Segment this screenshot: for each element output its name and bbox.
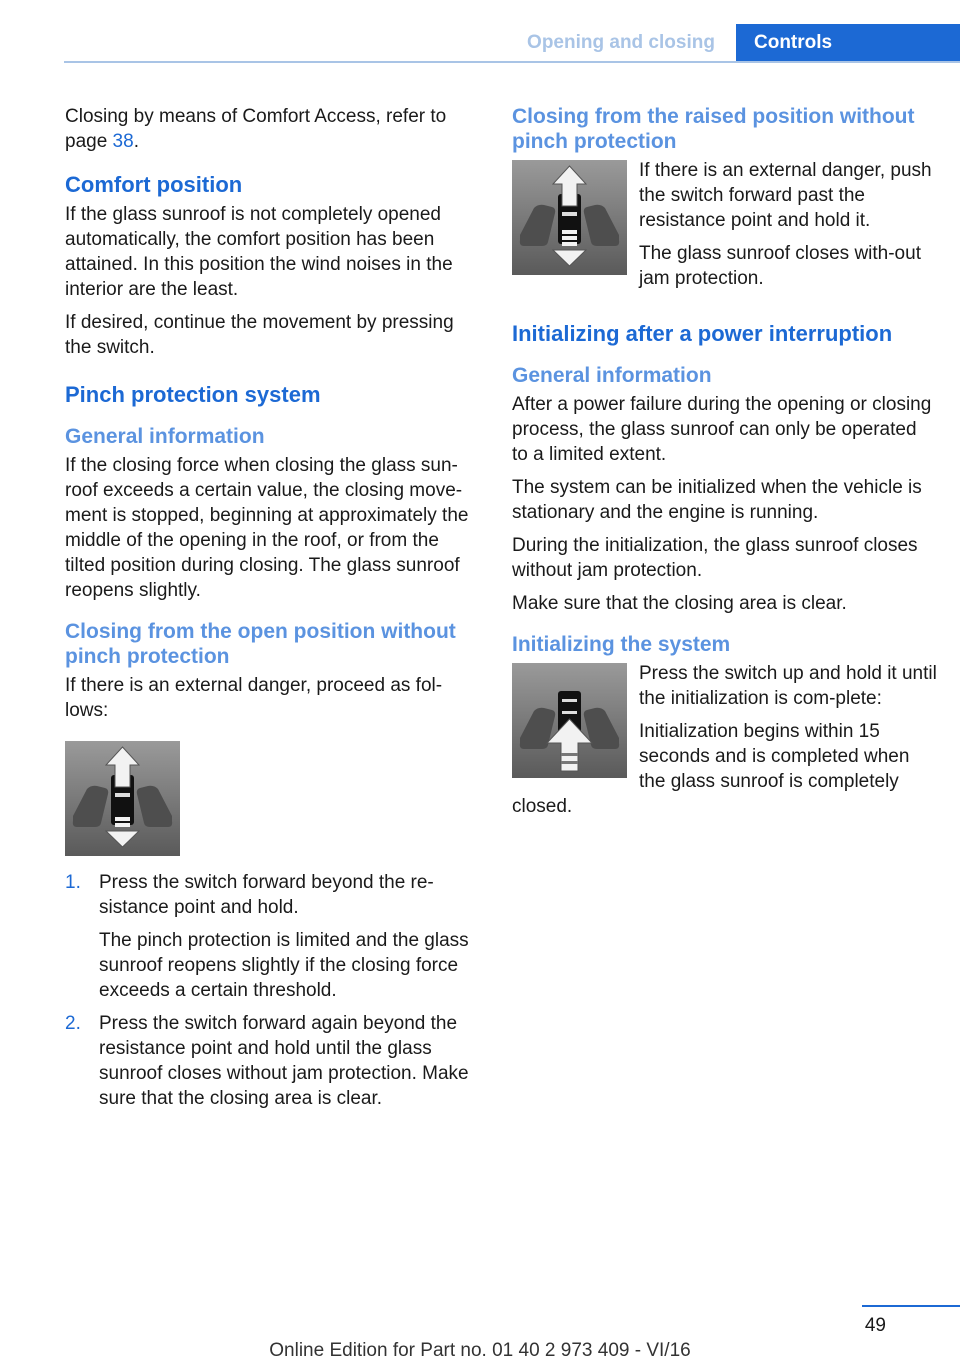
page-number: 49	[864, 1315, 886, 1336]
init-text-3: During the initialization, the glass sunroof closes without jam protection.	[512, 535, 918, 581]
init-general-heading: General information	[512, 364, 712, 387]
step-text: Press the switch forward again beyond the resistance point and hold until the glass sunroof closes without jam protection. Make sure that the closing area is clear.	[99, 1013, 469, 1109]
init-system-text-1: Press the switch up and hold it until the initialization is com-plete:	[639, 663, 937, 709]
general-info-heading: General information	[65, 425, 265, 448]
step-number: 1.	[65, 872, 81, 893]
init-text-1: After a power failure during the opening or closing process, the glass sunroof can only be operated to a limited extent.	[512, 394, 932, 465]
sunroof-switch-up-illustration	[512, 663, 627, 778]
page-link[interactable]: 38	[112, 131, 134, 152]
footer-rule	[862, 1305, 960, 1307]
steps-list	[65, 870, 480, 1111]
step-subtext: The pinch protection is limited and the glass sunroof reopens slightly if the closing force exceeds a certain threshold.	[99, 930, 469, 1001]
open-position-heading: Closing from the open position without pinch protection	[65, 620, 456, 668]
raised-text-2: The glass sunroof closes with-out jam protection.	[639, 243, 921, 289]
init-text-2: The system can be initialized when the vehicle is stationary and the engine is running.	[512, 477, 922, 523]
intro-end: .	[133, 131, 139, 152]
raised-position-heading: Closing from the raised position without pinch protection	[512, 105, 915, 153]
pinch-general-text: If the closing force when closing the glass sun-roof exceeds a certain value, the closing move-ment is stopped, beginning at approximately the middle of the opening in the roof, or from the tilted position during closing. The glass sunroof reopens slightly.	[65, 455, 469, 601]
intro-paragraph	[65, 104, 480, 154]
raised-text-1: If there is an external danger, push the switch forward past the resistance point and hold it.	[639, 160, 932, 231]
header-chapter-tab[interactable]: Controls	[736, 24, 960, 62]
comfort-text-2: If desired, continue the movement by pressing the switch.	[65, 312, 454, 358]
edition-note: Online Edition for Part no. 01 40 2 973 409 - VI/16	[269, 1340, 691, 1361]
step-number: 2.	[65, 1013, 81, 1034]
right-column	[512, 104, 937, 827]
comfort-position-heading: Comfort position	[65, 172, 243, 197]
open-position-text: If there is an external danger, proceed as fol-lows:	[65, 675, 443, 721]
pinch-protection-heading: Pinch protection system	[65, 382, 321, 407]
init-text-4: Make sure that the closing area is clear.	[512, 593, 847, 614]
left-column	[65, 104, 480, 1119]
initializing-heading: Initializing after a power interruption	[512, 321, 893, 346]
comfort-text-1: If the glass sunroof is not completely opened automatically, the comfort position has been attained. In this position the wind noises in the interior are the least.	[65, 204, 453, 300]
step-text: Press the switch forward beyond the re-sistance point and hold.	[99, 872, 434, 918]
intro-text: Closing by means of Comfort Access, refer to page	[65, 106, 447, 152]
header-rule	[64, 61, 960, 63]
list-item	[65, 870, 480, 1003]
init-system-text-2: Initialization begins within 15 seconds and is completed when the glass sunroof is completely closed.	[512, 721, 910, 817]
init-system-heading: Initializing the system	[512, 633, 731, 656]
switch-figure-forward	[65, 741, 480, 856]
header-section-tab[interactable]: Opening and closing	[527, 32, 715, 53]
sunroof-switch-forward-illustration	[65, 741, 180, 856]
list-item	[65, 1011, 480, 1111]
sunroof-switch-raised-illustration	[512, 160, 627, 275]
